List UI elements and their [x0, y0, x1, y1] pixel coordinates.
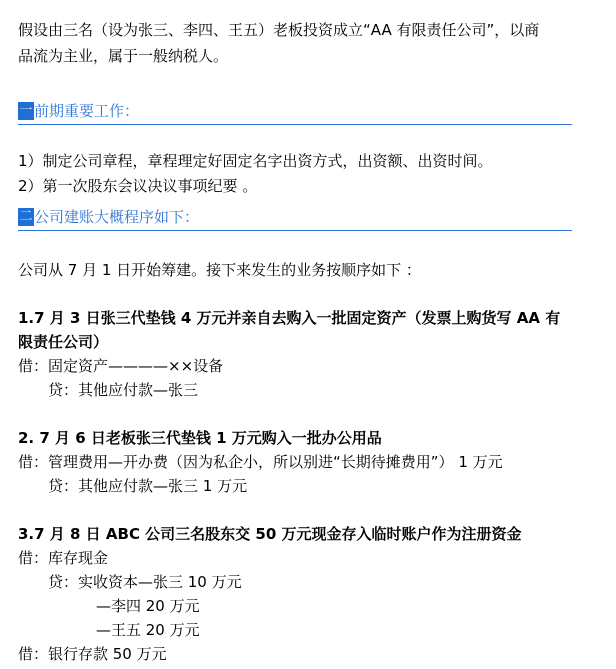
- section-heading-1: [18, 102, 572, 125]
- entry-2-description: 2. 7 月 6 日老板张三代垫钱 1 万元购入一批办公用品: [18, 429, 382, 447]
- entry-3-credit-lisi: —李四 20 万元: [96, 597, 200, 615]
- entry-2-credit: 贷：其他应付款—张三 1 万元: [48, 477, 248, 495]
- entry-2-debit: 借：管理费用—开办费（因为私企小，所以别进“长期待摊费用”） 1 万元: [18, 453, 503, 471]
- intro-line-1: 假设由三名（设为张三、李四、王五）老板投资成立“AA 有限责任公司”，以商: [18, 21, 540, 39]
- entry-1-debit: 借：固定资产————××设备: [18, 357, 224, 375]
- section-number-badge: 二: [19, 209, 33, 224]
- entry-3-debit-bank: 借：银行存款 50 万元: [18, 645, 167, 663]
- entry-3-description: 3.7 月 8 日 ABC 公司三名股东交 50 万元现金存入临时账户作为注册资金: [18, 525, 522, 543]
- section-number-badge: 一: [19, 103, 33, 118]
- work-item-2: 2）第一次股东会议决议事项纪要 。: [18, 177, 258, 195]
- section-title: 前期重要工作：: [34, 102, 140, 120]
- entry-1-credit: 贷：其他应付款—张三: [48, 381, 199, 399]
- intro-line-2: 品流为主业，属于一般纳税人。: [18, 47, 229, 65]
- process-intro: 公司从 7 月 1 日开始筹建。接下来发生的业务按顺序如下 ：: [18, 261, 421, 279]
- entry-1-description-line-1: 1.7 月 3 日张三代垫钱 4 万元并亲自去购入一批固定资产（发票上购货写 AA 有: [18, 309, 561, 327]
- entry-3-credit-zhangsan: 贷：实收资本—张三 10 万元: [48, 573, 242, 591]
- section-title: 公司建账大概程序如下：: [34, 208, 200, 226]
- entry-1-description-line-2: 限责任公司）: [18, 333, 109, 351]
- work-item-1: 1）制定公司章程，章程理定好固定名字出资方式，出资额、出资时间。: [18, 152, 493, 170]
- entry-3-credit-wangwu: —王五 20 万元: [96, 621, 200, 639]
- entry-3-debit: 借：库存现金: [18, 549, 109, 567]
- section-heading-2: [18, 208, 572, 231]
